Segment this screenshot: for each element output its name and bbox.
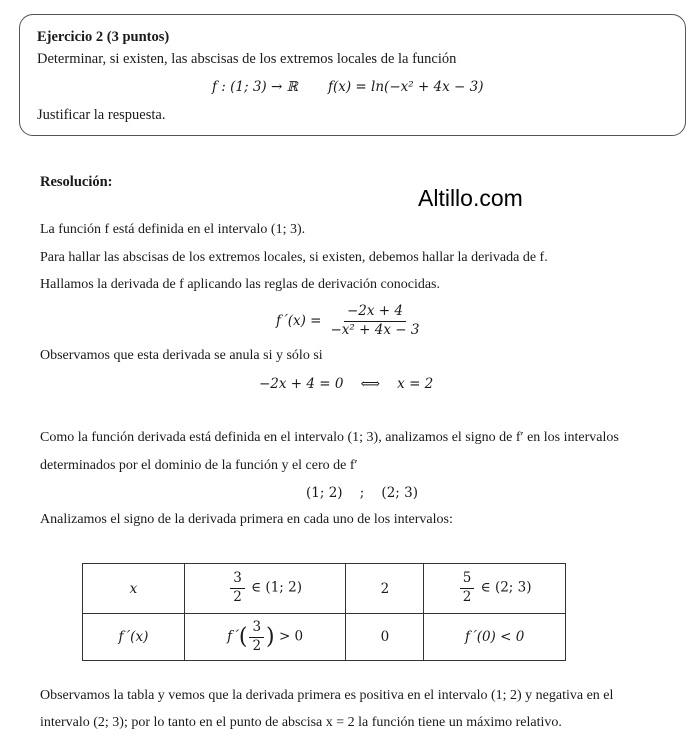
function-expression: f(x) = ln(−x² + 4x − 3): [328, 79, 484, 95]
zero-equation: −2x + 4 = 0 ⟺ x = 2: [259, 376, 434, 392]
paragraph-5: Como la función derivada está definida en el intervalo (1; 3), analizamos el signo de f′ en los intervalos: [40, 430, 619, 445]
table-row-x: [83, 564, 566, 614]
intervals-line: (1; 2) ; (2; 3): [306, 485, 418, 501]
cell-x-critical: 2: [346, 564, 424, 614]
frac-den: 2: [252, 637, 262, 654]
exercise-statement: Determinar, si existen, las abscisas de los extremos locales de la función: [37, 51, 457, 67]
table-row-derivative: [83, 614, 566, 661]
frac-den: 2: [462, 589, 472, 605]
cell-x-label: x: [83, 564, 185, 614]
derivative-numerator: −2x + 4: [344, 304, 406, 322]
frac-num: 3: [249, 620, 264, 638]
derivative-fraction: [328, 304, 423, 338]
cell-deriv-label: f´(x): [83, 614, 185, 661]
paragraph-1: La función f está definida en el intervalo (1; 3).: [40, 222, 306, 237]
paragraph-3: Hallamos la derivada de f aplicando las reglas de derivación conocidas.: [40, 277, 441, 292]
derivative-lhs: f´(x) =: [276, 313, 322, 330]
deriv-symbol: f´: [227, 628, 239, 645]
cell-deriv-interval1: f´( $\frac{3}{2}$ ) > 0: [184, 614, 346, 661]
cell-x-interval2-rest: ∈ (2; 3): [480, 580, 532, 596]
cell-x-interval1-rest: ∈ (1; 2): [251, 580, 302, 596]
deriv-sign-positive: > 0: [278, 628, 304, 645]
frac-num: 3: [230, 571, 245, 589]
cell-x-interval1: [184, 564, 346, 614]
cell-deriv-critical: 0: [346, 614, 424, 661]
paragraph-4: Observamos que esta derivada se anula si y sólo si: [40, 348, 323, 363]
paragraph-9: intervalo (2; 3); por lo tanto en el punto de abscisa x = 2 la función tiene un máximo relativo.: [40, 715, 562, 730]
resolution-heading: Resolución:: [40, 174, 113, 190]
cell-deriv-interval2: f´(0) < 0: [424, 614, 566, 661]
paragraph-6: determinados por el dominio de la función y el cero de f′: [40, 458, 358, 473]
sign-table: [82, 563, 566, 661]
derivative-denominator: −x² + 4x − 3: [330, 321, 420, 338]
frac-num: 5: [460, 571, 475, 589]
exercise-title: Ejercicio 2 (3 puntos): [37, 29, 170, 45]
derivative-formula: [276, 304, 424, 338]
cell-x-interval2: [424, 564, 566, 614]
paragraph-2: Para hallar las abscisas de los extremos locales, si existen, debemos hallar la derivada de f.: [40, 250, 548, 265]
function-domain: f : (1; 3) → ℝ: [212, 79, 298, 95]
paragraph-8: Observamos la tabla y vemos que la derivada primera es positiva en el intervalo (1; 2) y negativa en el: [40, 688, 614, 703]
frac-den: 2: [233, 589, 242, 605]
watermark: Altillo.com: [418, 185, 523, 211]
paragraph-7: Analizamos el signo de la derivada primera en cada uno de los intervalos:: [40, 512, 453, 527]
justify-text: Justificar la respuesta.: [37, 107, 166, 123]
